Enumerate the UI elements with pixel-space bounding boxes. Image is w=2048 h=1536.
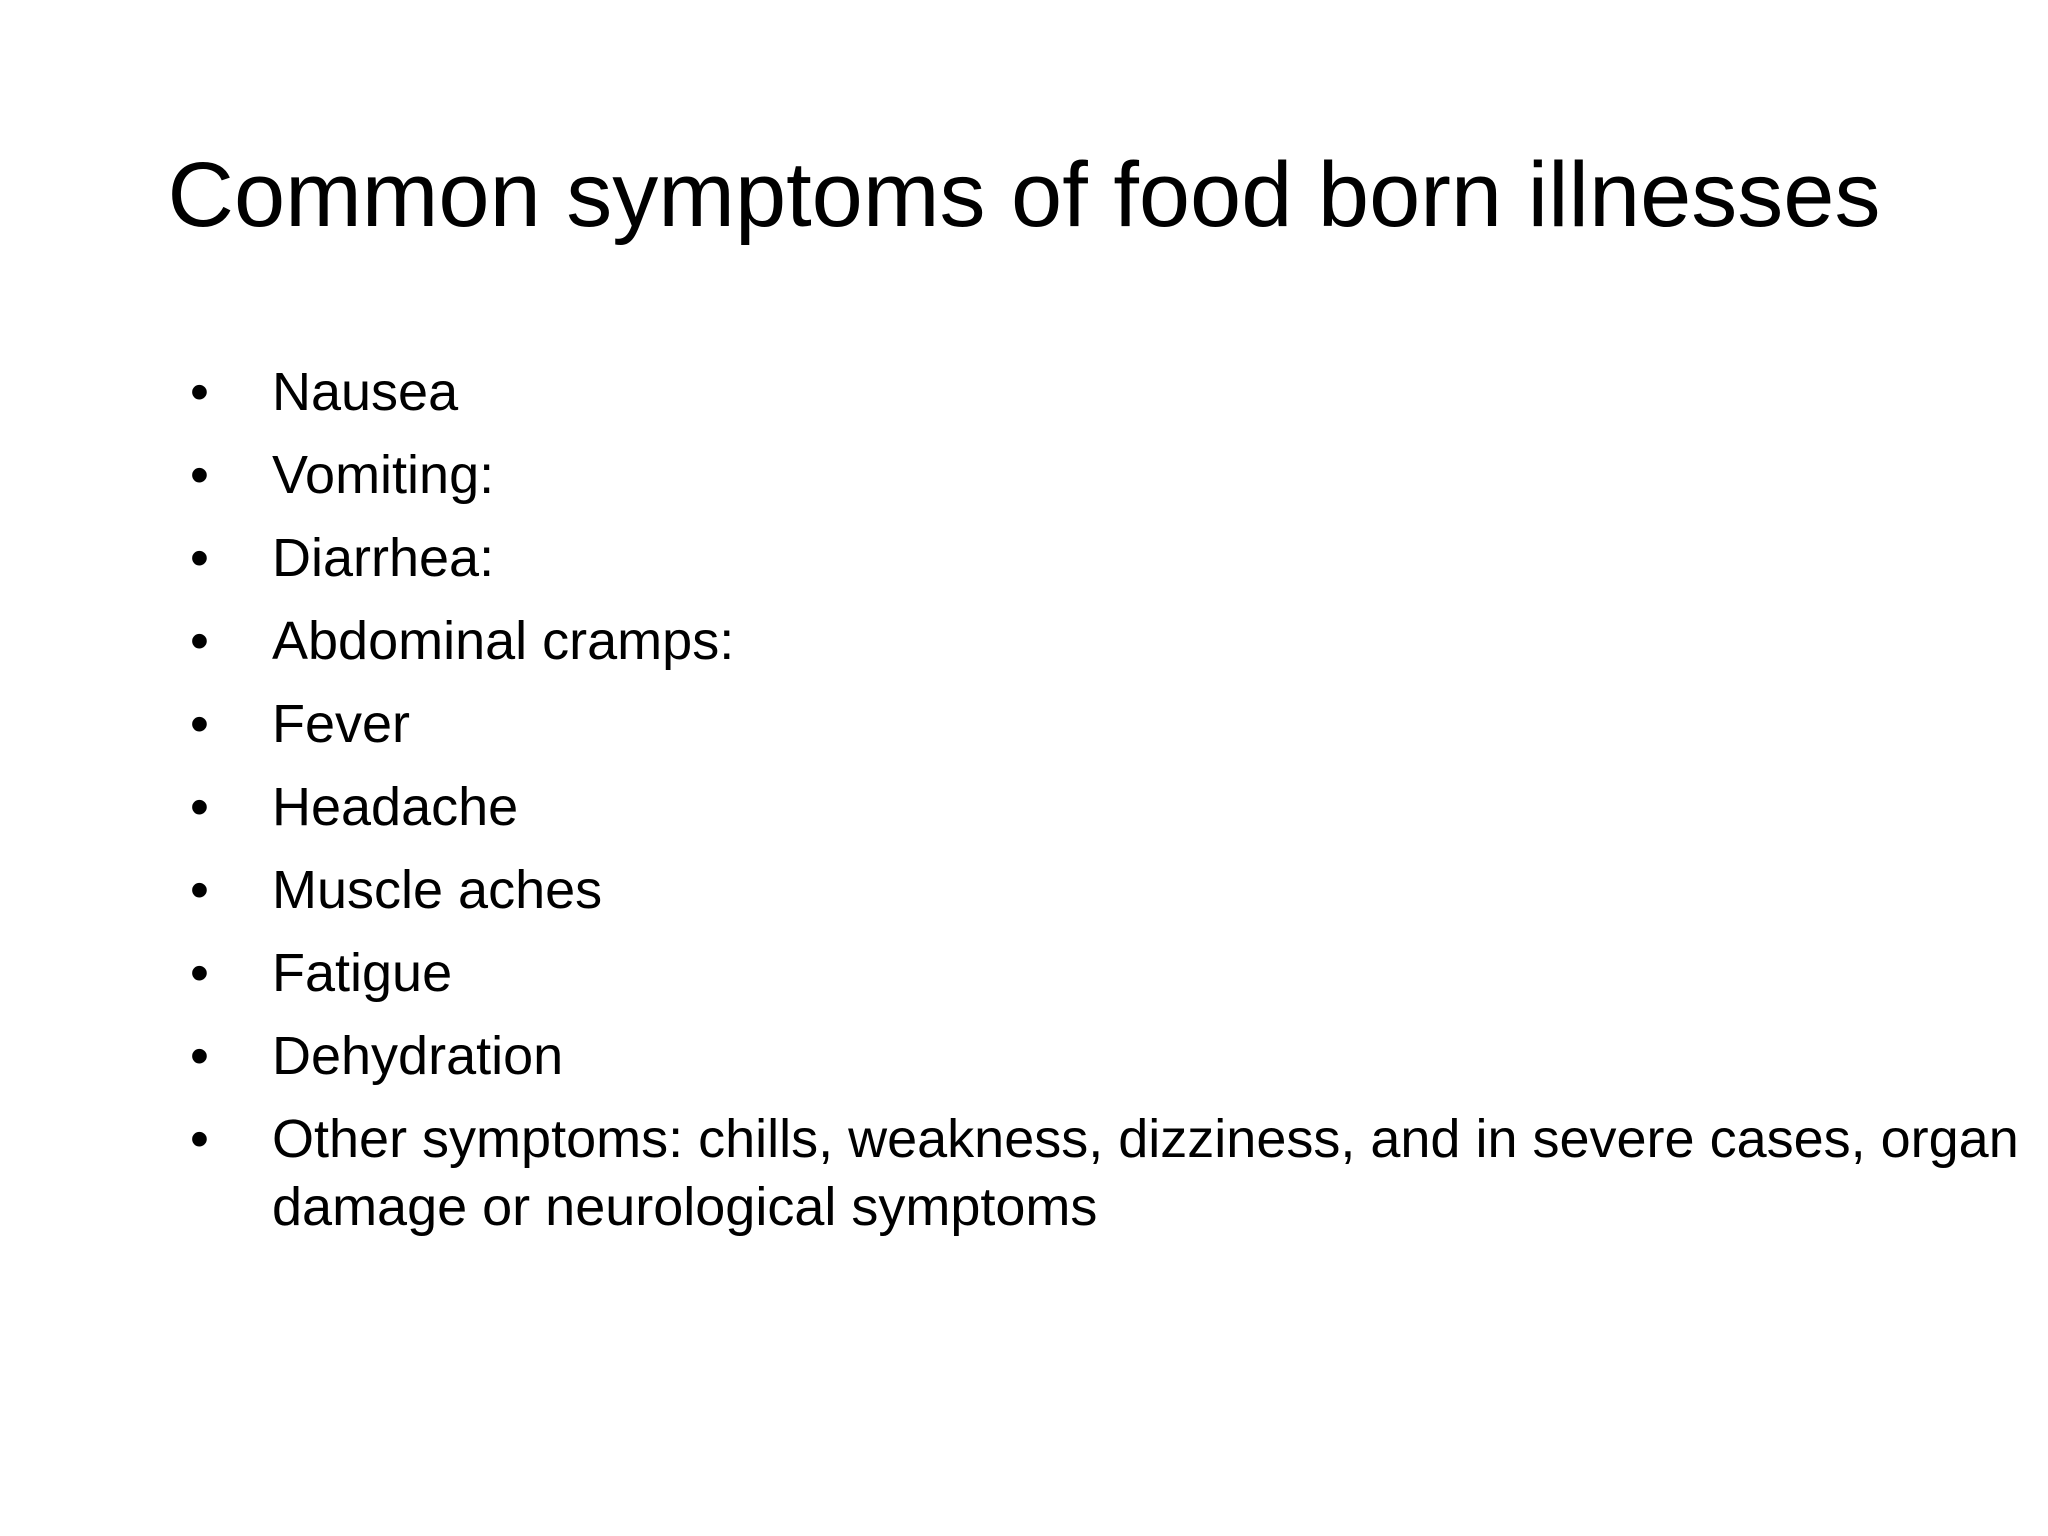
list-item [190, 441, 1990, 509]
list-item-text: Diarrhea: [272, 528, 495, 588]
list-item-text: Fatigue [272, 943, 453, 1003]
list-item [190, 939, 1990, 1007]
bullet-icon: • [190, 1109, 209, 1169]
list-item [190, 607, 1990, 675]
list-item-text: Vomiting: [272, 445, 495, 505]
bullet-icon: • [190, 777, 209, 837]
bullet-icon: • [190, 1026, 209, 1086]
list-item-text: Abdominal cramps: [272, 611, 735, 671]
list-item [190, 856, 1990, 924]
list-item [190, 358, 1990, 426]
list-item-text: Other symptoms: chills, weakness, dizziness, and in severe cases, organ damage or neurological symptoms [272, 1109, 2019, 1237]
bullet-icon: • [190, 445, 209, 505]
list-item-text: Dehydration [272, 1026, 564, 1086]
bullet-icon: • [190, 943, 209, 1003]
list-item-text: Fever [272, 694, 411, 754]
list-item-text: Headache [272, 777, 519, 837]
list-item [190, 690, 1990, 758]
list-item [190, 1105, 2042, 1241]
slide-title: Common symptoms of food born illnesses [167, 144, 1881, 246]
list-item [190, 524, 1990, 592]
list-item-text: Muscle aches [272, 860, 603, 920]
symptom-list [190, 358, 2019, 1256]
bullet-icon: • [190, 611, 209, 671]
list-item [190, 773, 1990, 841]
bullet-icon: • [190, 860, 209, 920]
bullet-icon: • [190, 362, 209, 422]
bullet-icon: • [190, 694, 209, 754]
list-item [190, 1022, 1990, 1090]
bullet-icon: • [190, 528, 209, 588]
list-item-text: Nausea [272, 362, 459, 422]
